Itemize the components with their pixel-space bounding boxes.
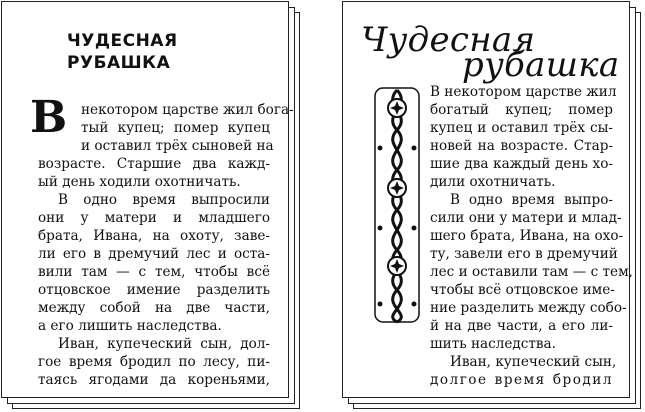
left-title-line2: РУБАШКА (67, 53, 171, 73)
left-title-line1: ЧУДЕСНАЯ (67, 31, 178, 51)
left-line-15: гое время бродил по лесу, пи- (38, 354, 270, 370)
left-line-11: отцовское имение разделить (38, 282, 270, 298)
right-line-11: лес и оставили там — с тем, (430, 264, 633, 280)
right-line-3: купец и оставил трёх сы- (430, 120, 613, 136)
left-line-7: они у матери и младшего (38, 210, 270, 226)
drop-cap: В (30, 92, 68, 143)
right-line-14: й на две части, а его ли- (430, 318, 613, 334)
left-line-8: брата, Ивана, на охоту, заве- (38, 228, 270, 244)
right-line-1: В некотором царстве жил (430, 84, 617, 100)
left-line-14: Иван, купеческий сын, дол- (58, 336, 270, 352)
right-line-15: шить наследства. (430, 336, 556, 352)
left-line-16: таясь ягодами да кореньями, (38, 372, 270, 388)
right-line-9: шего брата, Ивана, на охо- (430, 228, 624, 244)
left-line-3: и оставил трёх сыновей на (81, 138, 274, 154)
right-line-6: дили охотничать. (430, 174, 556, 190)
right-line-5: шие два каждый день хо- (430, 156, 613, 172)
right-line-16: Иван, купеческий сын, (450, 354, 617, 370)
left-line-10: вили там — с тем, чтобы всё (38, 264, 270, 280)
right-line-17: долгое время бродил (430, 372, 613, 388)
right-line-4: новей на возрасте. Стар- (430, 138, 613, 154)
ornament-border (372, 86, 422, 324)
right-line-8: сили они у матери и млад- (430, 210, 622, 226)
right-line-12: чтобы всё отцовское име- (430, 282, 615, 298)
right-line-13: ние разделить между собо- (430, 300, 627, 316)
right-line-10: ту, завели его в дремучий (430, 246, 618, 262)
right-title-line2: рубашка (462, 45, 620, 85)
left-line-4: возрасте. Старшие два кажд- (38, 156, 270, 172)
left-line-5: ый день ходили охотничать. (38, 174, 241, 190)
left-line-9: ли его в дремучий лес и оста- (38, 246, 270, 262)
right-line-2: богатый купец; помер (430, 102, 613, 118)
right-title-line1: Чудесная (361, 20, 536, 60)
left-line-6: В одно время выпросили (58, 192, 270, 208)
left-line-2: тый купец; помер купец (81, 120, 270, 136)
left-line-1: некотором царстве жил бога- (81, 102, 294, 118)
right-line-7: В одно время выпро- (450, 192, 613, 208)
left-line-12: между собой на две части, (38, 300, 270, 316)
left-line-13: а его лишить наследства. (38, 318, 222, 334)
